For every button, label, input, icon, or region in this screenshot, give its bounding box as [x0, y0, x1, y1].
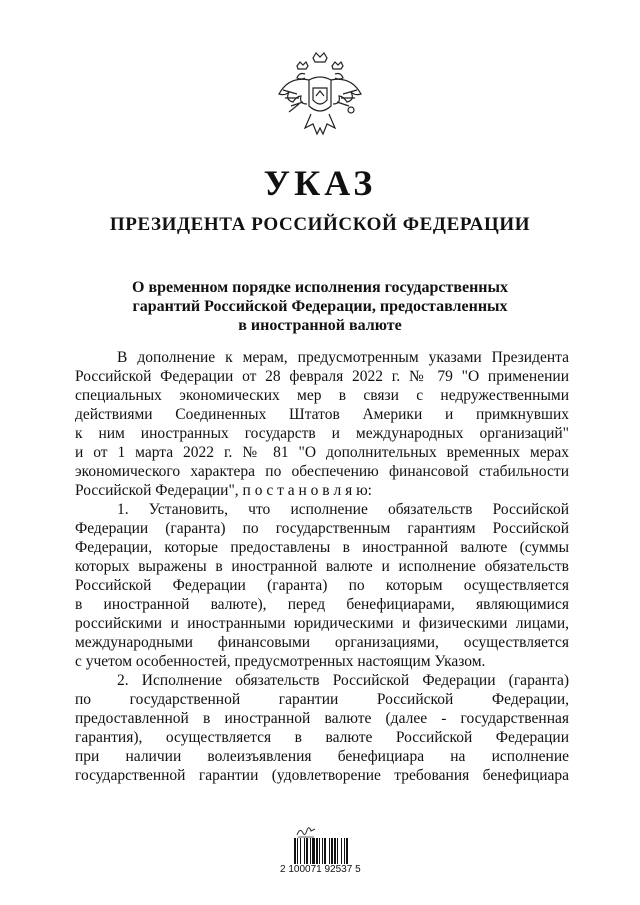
body-line: экономического характера по обеспечению финансовой стабильности — [75, 463, 569, 480]
body-line: 1. Установить, что исполнение обязательств Российской — [117, 501, 569, 518]
body-line: предоставленной в иностранной валюте (далее - государственная — [75, 710, 569, 727]
decree-title: УКАЗ — [263, 163, 377, 203]
barcode-number: 2 100071 92537 5 — [280, 864, 361, 875]
body-line: гарантия), осуществляется в валюте Российской Федерации — [75, 729, 569, 746]
decree-body — [75, 348, 569, 785]
body-line: Российской Федерации (гаранта) по которым осуществляется — [75, 577, 569, 594]
body-line: к ним иностранных государств и международных организаций" — [75, 425, 569, 442]
decree-subtitle: ПРЕЗИДЕНТА РОССИЙСКОЙ ФЕДЕРАЦИИ — [109, 214, 531, 235]
body-line: по государственной гарантии Российской Федерации, — [75, 691, 569, 708]
body-line: государственной гарантии (удовлетворение требования бенефициара — [75, 767, 569, 784]
body-line: международными финансовыми организациями, осуществляется — [75, 634, 569, 651]
document-heading-line: в иностранной валюте — [238, 317, 402, 334]
barcode-icon — [294, 838, 364, 864]
body-line: в иностранной валюте), перед бенефициарами, являющимися — [75, 596, 569, 613]
body-line: Российской Федерации от 28 февраля 2022 г. № 79 "О применении — [75, 368, 569, 385]
body-line: действиями Соединенных Штатов Америки и примкнувших — [75, 406, 569, 423]
body-line: Федерации (гаранта) по государственным гарантиям Российской — [75, 520, 569, 537]
body-line: специальных экономических мер в связи с недружественными — [75, 387, 569, 404]
body-line: с учетом особенностей, предусмотренных настоящим Указом. — [75, 653, 486, 670]
document-heading-line: О временном порядке исполнения государственных — [132, 279, 508, 296]
body-line: Российской Федерации", п о с т а н о в л я ю: — [75, 482, 372, 499]
state-emblem-icon — [275, 52, 365, 144]
document-footer — [280, 826, 375, 876]
body-line: при наличии волеизъявления бенефициара на исполнение — [75, 748, 569, 765]
body-line: 2. Исполнение обязательств Российской Федерации (гаранта) — [117, 672, 569, 689]
body-line: российскими и иностранными юридическими и физическими лицами, — [75, 615, 569, 632]
document-heading-line: гарантий Российской Федерации, предоставленных — [132, 298, 508, 315]
body-line: и от 1 марта 2022 г. № 81 "О дополнительных временных мерах — [75, 444, 569, 461]
scribble-mark-icon — [296, 826, 316, 838]
body-line: которых выражены в иностранной валюте и исполнение обязательств — [75, 558, 569, 575]
body-line: Федерации, которые предоставлены в иностранной валюте (суммы — [75, 539, 569, 556]
document-heading — [100, 278, 540, 335]
body-line: В дополнение к мерам, предусмотренным указами Президента — [117, 349, 569, 366]
